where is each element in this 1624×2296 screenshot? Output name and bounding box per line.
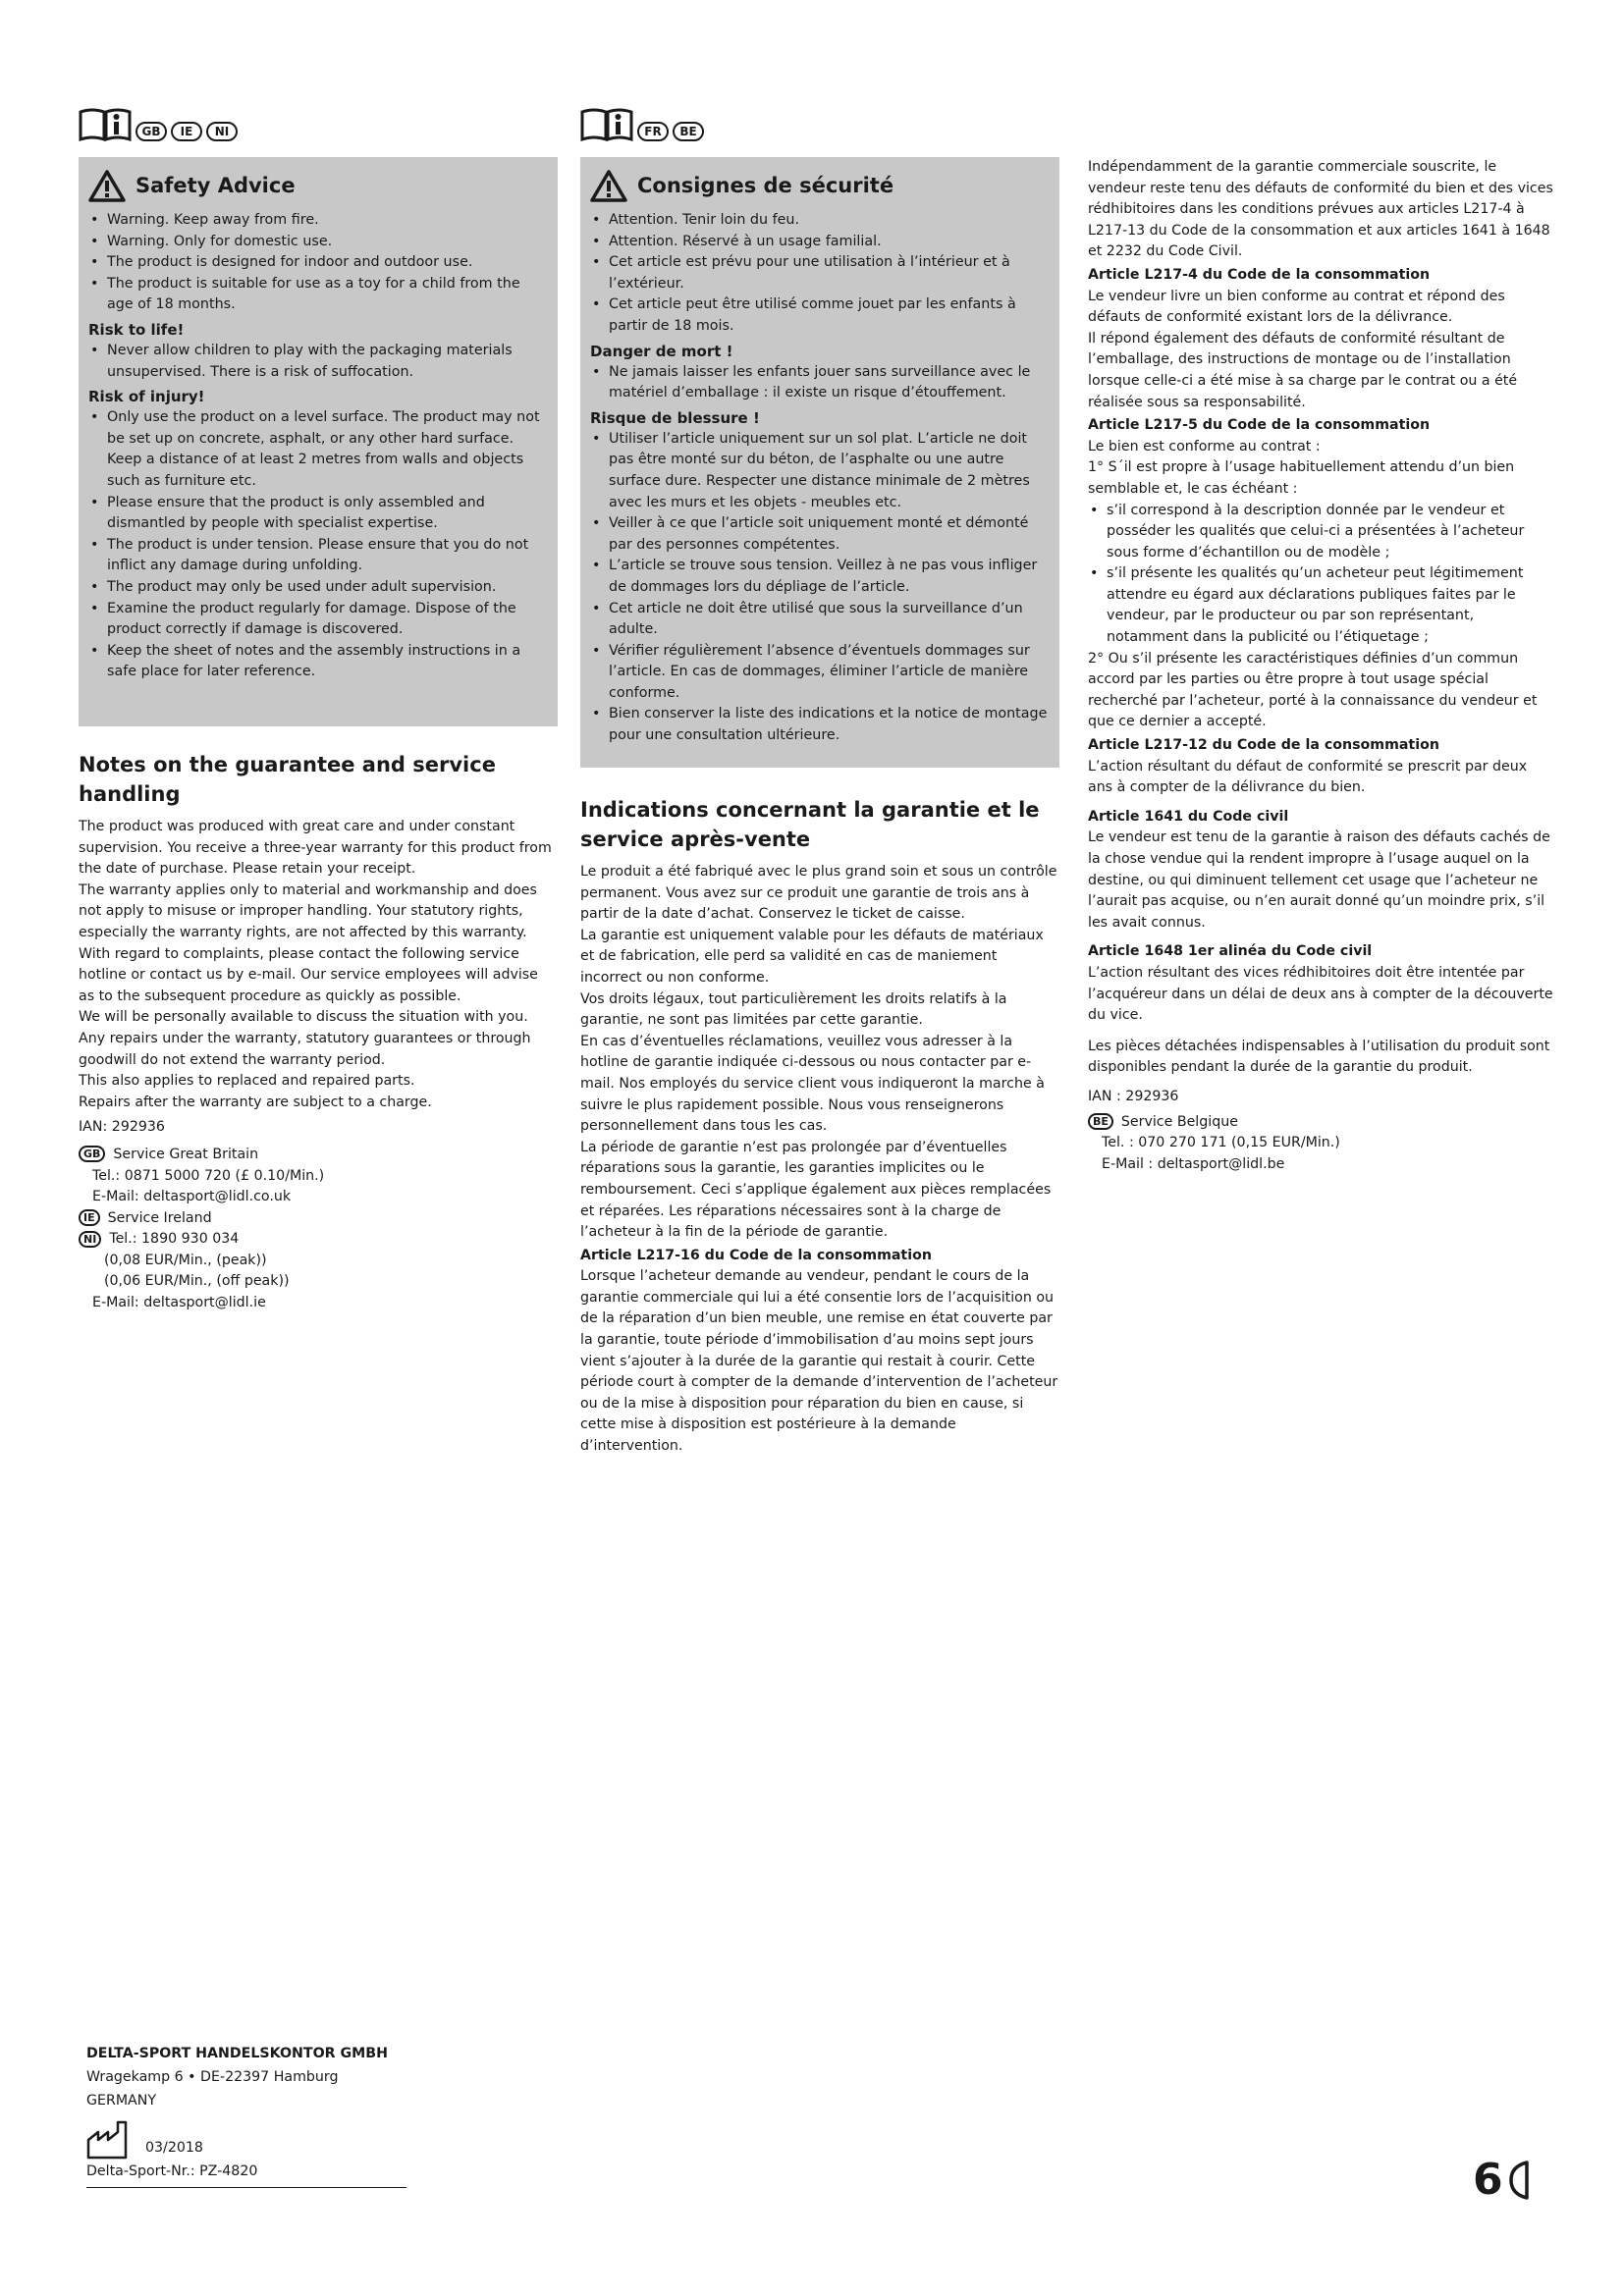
flag-fr: FR [637,122,669,141]
list-item: • s’il correspond à la description donnée par le vendeur et posséder les qualités que celui-ci a présentées à l’acheteur sous forme d’échantillon ou de modèle ; [1088,501,1555,564]
flag-gb: GB [135,122,167,141]
guarantee-section-fr [580,795,1059,1458]
col-fr-legal [1088,157,1555,1175]
safety-box-fr [580,157,1059,768]
service-contacts-be: BE Service Belgique Tel. : 070 270 171 (0,15 EUR/Min.) E-Mail : deltasport@lidl.be [1088,1112,1555,1176]
list-item: • The product is designed for indoor and outdoor use. [88,252,548,274]
risk-life-heading-en: Risk to life! [88,320,185,339]
danger-heading-fr: Danger de mort ! [590,342,733,360]
list-item: • Only use the product on a level surface. The product may not be set up on concrete, asphalt, or any other hard surface. Keep a distance of at least 2 metres from walls and objects such as furniture etc. [88,407,548,492]
paragraph: Le vendeur livre un bien conforme au contrat et répond des défauts de conformité existant lors de la délivrance. [1088,288,1505,326]
list-item: • The product is under tension. Please ensure that you do not inflict any damage during unfolding. [88,535,548,577]
footer-rule [86,2187,406,2188]
list-item: • Warning. Keep away from fire. [88,210,548,232]
list-item: • Utiliser l’article uniquement sur un sol plat. L’article ne doit pas être monté sur du béton, de l’asphalte ou une autre surface dure. Respecter une distance minimale de 2 mètres avec les murs et les objets - meubles etc. [590,429,1050,513]
list-item: • Cet article est prévu pour une utilisation à l’intérieur et à l’extérieur. [590,252,1050,294]
article-l217-4-heading: Article L217-4 du Code de la consommation [1088,266,1431,283]
warning-triangle-icon [590,169,627,202]
paragraph: La garantie est uniquement valable pour les défauts de matériaux et de fabrication, elle perd sa validité en cas de maniement incorrect ou non conforme. [580,927,1044,986]
list-item: • Examine the product regularly for damage. Dispose of the product correctly if damage is discovered. [88,599,548,641]
list-item: • Never allow children to play with the packaging materials unsupervised. There is a risk of suffocation. [88,341,548,383]
ni-mail: E-Mail: deltasport@lidl.ie [92,1295,266,1311]
safety-title-en: Safety Advice [88,169,548,202]
paragraph: Il répond également des défauts de conformité résultant de l’emballage, des instructions de montage ou de l’installation lorsque celle-ci a été mise à sa charge par le contrat ou a été réalisée sous sa responsabilité. [1088,330,1518,410]
paragraph: Le produit a été fabriqué avec le plus grand soin et sous un contrôle permanent. Vous avez sur ce produit une garantie de trois ans à partir de la date d’achat. Conservez le ticket de caisse. [580,864,1057,923]
paragraph: Any repairs under the warranty, statutory guarantees or through goodwill do not extend the warranty period. [79,1030,531,1068]
article-1648-heading: Article 1648 1er alinéa du Code civil [1088,943,1373,960]
article-l217-16-heading: Article L217-16 du Code de la consommation [580,1247,932,1263]
article-1641-heading: Article 1641 du Code civil [1088,808,1289,825]
ian-en: IAN: 292936 [79,1119,165,1136]
gb-mail: E-Mail: deltasport@lidl.co.uk [92,1189,292,1205]
badge-be: BE [1088,1113,1113,1130]
list-item: • s’il présente les qualités qu’un acheteur peut légitimement attendre eu égard aux déclarations publiques faites par le vendeur, par le producteur ou par son représentant, notamment dans la publicité ou l’étiquetage ; [1088,563,1555,648]
paragraph: Le vendeur est tenu de la garantie à raison des défauts cachés de la chose vendue qui la rendent impropre à l’usage auquel on la destine, ou qui diminuent tellement cet usage que l’acheteur ne l’aurait pas acquise, ou n’en aurait donné qu’un moindre prix, s’il les avait connus. [1088,829,1550,931]
paragraph: The warranty applies only to material and workmanship and does not apply to misuse or improper handling. Your statutory rights, especially the warranty rights, are not affected by this warranty. [79,881,537,940]
be-mail: E-Mail : deltasport@lidl.be [1102,1155,1285,1172]
flag-ni: NI [206,122,238,141]
badge-ie: IE [79,1209,100,1226]
list-item: • Veiller à ce que l’article soit uniquement monté et démonté par des personnes compétentes. [590,513,1050,556]
language-flags-en [79,102,558,141]
paragraph: La période de garantie n’est pas prolongée par d’éventuelles réparations sous la garantie, les garanties implicites ou le remboursement. Ceci s’applique également aux pièces remplacées et réparées. Les réparations nécessaires sont à la charge de l’acheteur à la fin de la période de garantie. [580,1139,1052,1241]
be-tel: Tel. : 070 270 171 (0,15 EUR/Min.) [1102,1135,1340,1151]
list-item: • Ne jamais laisser les enfants jouer sans surveillance avec le matériel d’emballage : il existe un risque d’étouffement. [590,362,1050,404]
info-book-icon [79,108,132,141]
list-item: • Bien conserver la liste des indications et la notice de montage pour une consultation ultérieure. [590,704,1050,746]
paragraph: L’action résultant du défaut de conformité se prescrit par deux ans à compter de la délivrance du bien. [1088,758,1528,796]
list-item: • Attention. Tenir loin du feu. [590,210,1050,232]
gb-tel: Tel.: 0871 5000 720 (£ 0.10/Min.) [92,1167,325,1184]
manufacturer-icon [86,2120,141,2160]
article-l217-16-text: Lorsque l’acheteur demande au vendeur, pendant le cours de la garantie commerciale qui lui a été consentie lors de l’acquisition ou de la réparation d’un bien meuble, une remise en état couverte par la garantie, toute période d’immobilisation d’au moins sept jours vient s’ajouter à la durée de la garantie qui restait à courir. Cette période court à compter de la demande d’intervention de l’acheteur ou de la mise à disposition pour réparation du bien en cause, si cette mise à disposition est postérieure à la demande d’intervention. [580,1268,1058,1455]
list-item: • Attention. Réservé à un usage familial. [590,232,1050,253]
ni-rate-offpeak: (0,06 EUR/Min., (off peak)) [104,1273,290,1290]
delta-sport-number: Delta-Sport-Nr.: PZ-4820 [86,2163,258,2179]
company-name: DELTA-SPORT HANDELSKONTOR GMBH [86,2046,388,2061]
ni-rate-peak: (0,08 EUR/Min., (peak)) [104,1252,267,1268]
list-item: • The product is suitable for use as a toy for a child from the age of 18 months. [88,274,548,316]
paragraph: This also applies to replaced and repaired parts. [79,1073,415,1090]
paragraph: 2° Ou s’il présente les caractéristiques définies d’un commun accord par les parties ou être propre à tout usage spécial recherché par l’acheteur, porté à la connaissance du vendeur et que ce dernier a accepté. [1088,650,1538,730]
paragraph: L’action résultant des vices rédhibitoires doit être intentée par l’acquéreur dans un délai de deux ans à compter de la découverte du vice. [1088,964,1553,1024]
list-item: • Cet article peut être utilisé comme jouet par les enfants à partir de 18 mois. [590,294,1050,337]
badge-ni: NI [79,1231,101,1248]
paragraph: The product was produced with great care and under constant supervision. You receive a three-year warranty for this product from the date of purchase. Please retain your receipt. [79,819,552,878]
guarantee-section-en [79,750,558,1314]
paragraph: 1° S´il est propre à l’usage habituellement attendu d’un bien semblable et, le cas échéant : [1088,459,1515,497]
col-en [79,102,558,1314]
paragraph: We will be personally available to discuss the situation with you. [79,1009,528,1026]
ian-fr: IAN : 292936 [1088,1088,1179,1104]
list-item: • The product may only be used under adult supervision. [88,577,548,599]
company-address: Wragekamp 6 • DE-22397 Hamburg [86,2069,339,2085]
page-corner-icon [1509,2161,1531,2200]
safety-list-en [88,210,548,316]
paragraph: Repairs after the warranty are subject to a charge. [79,1094,432,1110]
list-item: • Vérifier régulièrement l’absence d’éventuels dommages sur l’article. En cas de dommages, éliminer l’article de manière conforme. [590,641,1050,705]
warning-triangle-icon [88,169,126,202]
legal-intro: Indépendamment de la garantie commerciale souscrite, le vendeur reste tenu des défauts de conformité du bien et des vices rédhibitoires dans les conditions prévues aux articles L217-4 à L217-13 du Code de la consommation et aux articles 1641 à 1648 et 2232 du Code Civil. [1088,159,1553,260]
badge-gb: GB [79,1146,105,1162]
manufacture-date: 03/2018 [145,2140,203,2156]
paragraph: Le bien est conforme au contrat : [1088,438,1321,454]
language-flags-fr [580,102,1059,141]
paragraph: With regard to complaints, please contact the following service hotline or contact us by e-mail. Our service employees will advise as to the subsequent procedure as quickly as possible. [79,945,538,1004]
article-l217-5-heading: Article L217-5 du Code de la consommation [1088,417,1431,434]
risk-injury-heading-en: Risk of injury! [88,388,205,406]
guarantee-title-en: Notes on the guarantee and service handling [79,753,496,806]
list-item: • Cet article ne doit être utilisé que sous la surveillance d’un adulte. [590,599,1050,641]
spare-parts-note: Les pièces détachées indispensables à l’utilisation du produit sont disponibles pendant la durée de la garantie du produit. [1088,1038,1550,1076]
list-item: • L’article se trouve sous tension. Veillez à ne pas vous infliger de dommages lors du dépliage de l’article. [590,556,1050,598]
list-item: • Keep the sheet of notes and the assembly instructions in a safe place for later reference. [88,641,548,683]
safety-title-fr: Consignes de sécurité [590,169,1050,202]
flag-ie: IE [171,122,202,141]
manufacturer-footer [86,2042,410,2188]
ni-tel: Tel.: 1890 930 034 [109,1231,240,1248]
risk-heading-fr: Risque de blessure ! [590,408,760,427]
guarantee-title-fr: Indications concernant la garantie et le service après-vente [580,798,1040,851]
paragraph: Vos droits légaux, tout particulièrement les droits relatifs à la garantie, ne sont pas limitées par cette garantie. [580,990,1007,1029]
paragraph: En cas d’éventuelles réclamations, veuillez vous adresser à la hotline de garantie indiquée ci-dessous ou nous contacter par e-mail. Nos employés du service client vous indiqueront la marche à suivre le plus rapidement possible. Nous vous renseignerons personnellement dans tous les cas. [580,1033,1045,1135]
service-contacts-en: GB Service Great Britain Tel.: 0871 5000 720 (£ 0.10/Min.) E-Mail: deltasport@lidl.co.uk IE Service Ireland NI Tel.: 1890 930 034 (0,08 EUR/Min., (peak)) (0,06 EUR/Min., (off peak)) E-Mail: deltasport@lidl.ie [79,1145,558,1314]
page-number: 6 [1473,2155,1531,2205]
safety-box-en [79,157,558,726]
company-country: GERMANY [86,2093,157,2109]
flag-be: BE [673,122,704,141]
info-book-icon [580,108,633,141]
article-l217-12-heading: Article L217-12 du Code de la consommation [1088,737,1439,754]
list-item: • Warning. Only for domestic use. [88,232,548,253]
list-item: • Please ensure that the product is only assembled and dismantled by people with specialist expertise. [88,493,548,535]
col-fr [580,102,1059,1458]
